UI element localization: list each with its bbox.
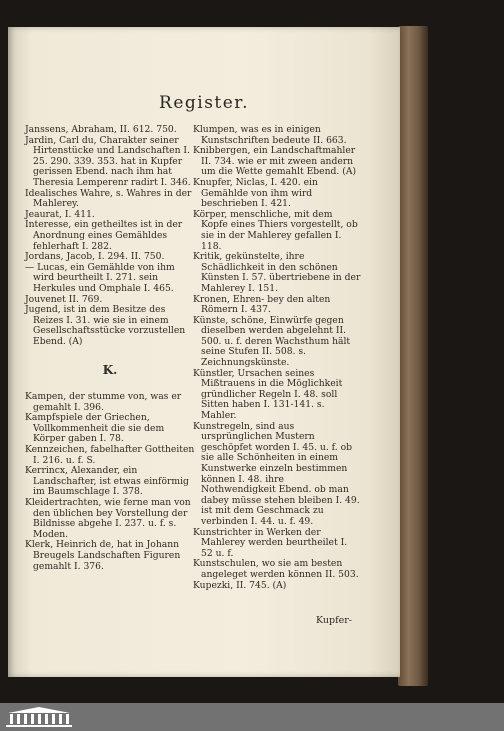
index-entry: Jouvenet II. 769. bbox=[25, 293, 103, 305]
page-title: Register. bbox=[159, 93, 249, 113]
index-entry: Jardin, Carl du, Charakter seiner Hirtenstücke und Landschaften I. 25. 290. 339. 353. hat in Kupfer gerissen Ebend. nach ihm hat Theresia Lemperenr radirt I. 346. bbox=[25, 134, 191, 188]
index-entry: Knupfer, Niclas, I. 420. ein Gemählde von ihm wird beschrieben I. 421. bbox=[193, 176, 318, 210]
index-entry: Kampfspiele der Griechen, Vollkommenheit die sie dem Körper gaben I. 78. bbox=[25, 412, 165, 445]
index-entry: Idealisches Wahre, s. Wahres in der Mahlerey. bbox=[25, 187, 192, 210]
index-entry: Kritik, gekünstelte, ihre Schädlichkeit in den schönen Künsten I. 57. übertriebene in der Mahlerey I. 151. bbox=[193, 251, 361, 294]
index-entry: Kunstregeln, sind aus ursprünglichen Mustern geschöpfet worden I. 45. u. f. ob sie alle Schönheiten in einem Kunstwerke einzeln bestimmen können I. 48. ihre Nothwendigkeit Ebend. ob man dabey müsse stehen bleiben I. 49. ist mit dem Geschmack zu verbinden I. 44. u. f. 49. bbox=[193, 420, 360, 527]
book-page bbox=[8, 27, 400, 677]
right-column bbox=[193, 125, 361, 591]
index-entry: Interesse, ein getheiltes ist in der Anordnung eines Gemähldes fehlerhaft I. 282. bbox=[25, 219, 183, 252]
index-entry: Kronen, Ehren- bey den alten Römern I. 437. bbox=[193, 293, 331, 316]
index-entry: Künste, schöne, Einwürfe gegen dieselben werden abgelehnt II. 500. u. f. deren Wachsthum hält seine Stufen II. 508. s. Zeichnungskünste. bbox=[193, 314, 351, 369]
index-entry: Kerrincx, Alexander, ein Landschafter, ist etwas einförmig im Baumschlage I. 378. bbox=[25, 465, 189, 498]
index-entry: Körper, menschliche, mit dem Kopfe eines Thiers vorgestellt, ob sie in der Mahlerey gefallen I. 118. bbox=[193, 208, 358, 252]
index-entry: Jordans, Jacob, I. 294. II. 750. bbox=[25, 251, 165, 263]
index-entry: Kunstschulen, wo sie am besten angeleget werden können II. 503. bbox=[193, 558, 359, 580]
index-entry: Kleidertrachten, wie ferne man von den üblichen bey Vorstellung der Bildnisse abgehe I. 237. u. f. s. Moden. bbox=[25, 497, 191, 540]
catchword: Kupfer- bbox=[316, 615, 352, 626]
index-entry: Klumpen, was es in einigen Kunstschriften bedeute II. 663. bbox=[193, 124, 347, 146]
index-entry: Knibbergen, ein Landschaftmahler II. 734. wie er mit zween andern um die Wette gemahlt Ebend. (A) bbox=[193, 145, 357, 178]
index-entry: Janssens, Abraham, II. 612. 750. bbox=[25, 124, 177, 135]
section-letter: K. bbox=[102, 363, 118, 378]
index-entry: — Lucas, ein Gemählde von ihm wird beurtheilt I. 271. sein Herkules und Omphale I. 465. bbox=[25, 261, 175, 294]
index-entry: Jeaurat, I. 411. bbox=[25, 208, 95, 220]
index-entry: Kennzeichen, fabelhafter Gottheiten I. 216. u. f. S. bbox=[25, 444, 195, 466]
index-entry: Kupezki, II. 745. (A) bbox=[193, 579, 287, 591]
footer-bar bbox=[0, 703, 504, 731]
index-entry: Jugend, ist in dem Besitze des Reizes I. 31. wie sie in einem Gesellschaftsstücke vorzustellen Ebend. (A) bbox=[25, 304, 186, 347]
index-entry: Kampen, der stumme von, was er gemahlt I. 396. bbox=[25, 391, 182, 413]
left-column bbox=[25, 125, 195, 572]
library-building-logo bbox=[4, 705, 74, 729]
book-cover-edge bbox=[398, 26, 428, 686]
index-entry: Kunstrichter in Werken der Mahlerey werden beurtheilet I. 52 u. f. bbox=[193, 526, 348, 559]
index-entry: Klerk, Heinrich de, hat in Johann Breugels Landschaften Figuren gemahlt I. 376. bbox=[25, 539, 181, 572]
index-entry: Künstler, Ursachen seines Mißtrauens in die Möglichkeit gründlicher Regeln I. 48. soll Sitten haben I. 131-141. s. Mahler. bbox=[193, 367, 343, 422]
